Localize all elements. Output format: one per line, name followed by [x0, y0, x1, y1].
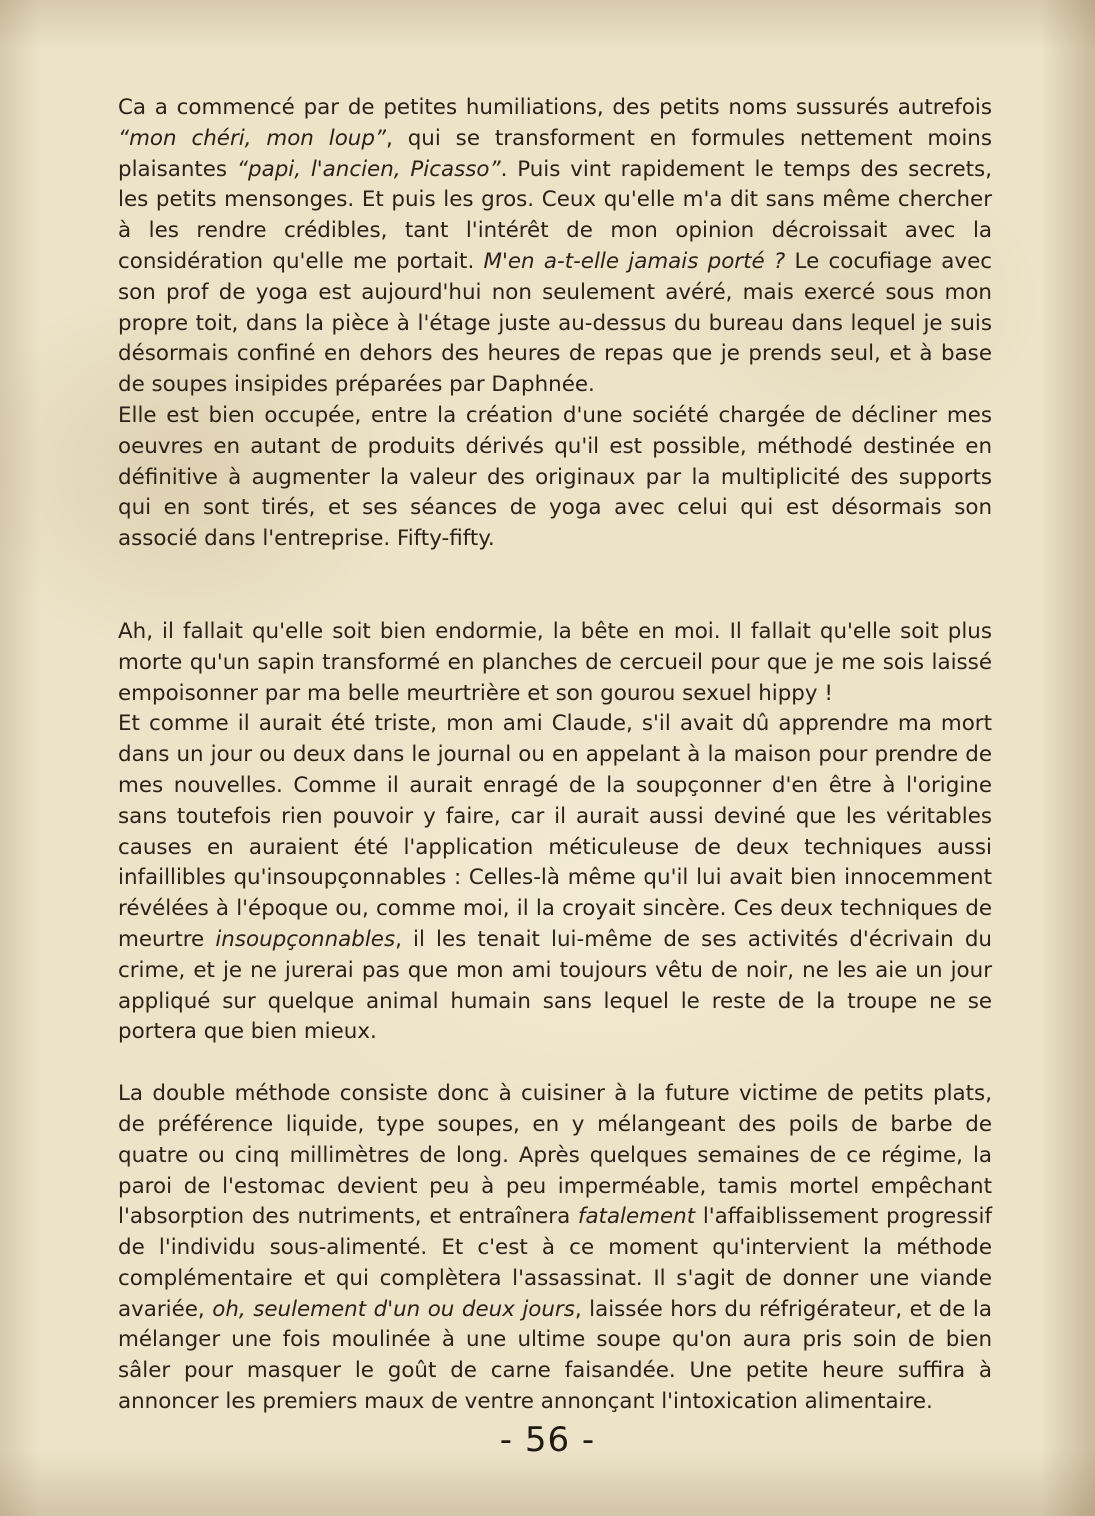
body-text	[118, 93, 992, 1418]
italic-run: “mon chéri, mon loup”	[118, 125, 386, 151]
text-run: . Puis vint rapidement le temps des secrets, les petits mensonges. Et puis les gros. Ceux qu'elle m'a dit sans même chercher à les rendre crédibles, tant l'intérêt de mon opinion décroissait avec la considération qu'elle me portait.	[118, 156, 993, 274]
text-run: La double méthode consiste donc à cuisiner à la future victime de petits plats, de préférence liquide, type soupes, en y mélangeant des poils de barbe de quatre ou cinq millimètres de long. Après quelques semaines de ce régime, la paroi de l'estomac devient peu à peu imperméable, tamis mortel empêchant l'absorption des nutriments, et entraînera	[118, 1081, 992, 1230]
page-number: - 56 -	[499, 1420, 596, 1460]
italic-run: M'en a-t-elle jamais porté ?	[483, 248, 786, 274]
text-run: Elle est bien occupée, entre la création d'une société chargée de décliner mes oeuvres en autant de produits dérivés qu'il est possible, méthodé destinée en définitive à augmenter la valeur des originaux par la multiplicité des supports qui en sont tirés, et ses séances de yoga avec celui qui est désormais son associé dans l'entreprise. Fifty-fifty.	[118, 402, 992, 552]
text-run: , laissée hors du réfrigérateur, et de la mélanger une fois moulinée à une ultime soupe qu'on aura pris soin de bien sâler pour masquer le goût de carne faisandée. Une petite heure suffira à annoncer les premiers maux de ventre annonçant l'intoxication alimentaire.	[118, 1296, 992, 1415]
text-run: , il les tenait lui-même de ses activités d'écrivain du crime, et je ne jurerai pas que mon ami toujours vêtu de noir, ne les aie un jour appliqué sur quelque animal humain sans lequel le reste de la troupe ne se portera que bien mieux.	[118, 926, 992, 1045]
text-run: , qui se transforment en formules nettement moins plaisantes	[118, 125, 992, 182]
italic-run: insoupçonnables	[215, 926, 396, 952]
paragraph	[118, 93, 992, 401]
text-run: Ah, il fallait qu'elle soit bien endormie, la bête en moi. Il fallait qu'elle soit plus morte qu'un sapin transformé en planches de cercueil pour que je me sois laissé empoisonner par ma belle meurtrière et son gourou sexuel hippy !	[118, 618, 992, 706]
paragraph	[118, 709, 992, 1048]
text-run: Le cocufiage avec son prof de yoga est aujourd'hui non seulement avéré, mais exercé sous mon propre toit, dans la pièce à l'étage juste au-dessus du bureau dans lequel je suis désormais confiné en dehors des heures de repas que je prends seul, et à base de soupes insipides préparées par Daphnée.	[118, 248, 992, 398]
paragraph-spacer	[118, 1048, 992, 1079]
text-run: Et comme il aurait été triste, mon ami Claude, s'il avait dû apprendre ma mort dans un jour ou deux dans le journal ou en appelant à la maison pour prendre de mes nouvelles. Comme il aurait enragé de la soupçonner d'en être à l'origine sans toutefois rien pouvoir y faire, car il aurait aussi deviné que les véritables causes en auraient été l'application méticuleuse de deux techniques aussi infaillibles qu'insoupçonnables : Celles-là même qu'il lui avait bien innocemment révélées à l'époque ou, comme moi, il la croyait sincère. Ces deux techniques de meurtre	[118, 711, 992, 952]
italic-run: oh, seulement d'un ou deux jours	[212, 1296, 575, 1322]
paragraph	[118, 617, 992, 709]
paragraph	[118, 1079, 992, 1418]
text-run: Ca a commencé par de petites humiliations, des petits noms sussurés autrefois	[118, 95, 992, 120]
italic-run: “papi, l'ancien, Picasso”	[236, 156, 501, 182]
paragraph	[118, 401, 992, 555]
paragraph-spacer	[118, 555, 992, 617]
italic-run: fatalement	[577, 1204, 696, 1230]
text-run: l'affaiblissement progressif de l'individu sous-alimenté. Et c'est à ce moment qu'intervient la méthode complémentaire et qui complètera l'assassinat. Il s'agit de donner une viande avariée,	[118, 1204, 992, 1322]
